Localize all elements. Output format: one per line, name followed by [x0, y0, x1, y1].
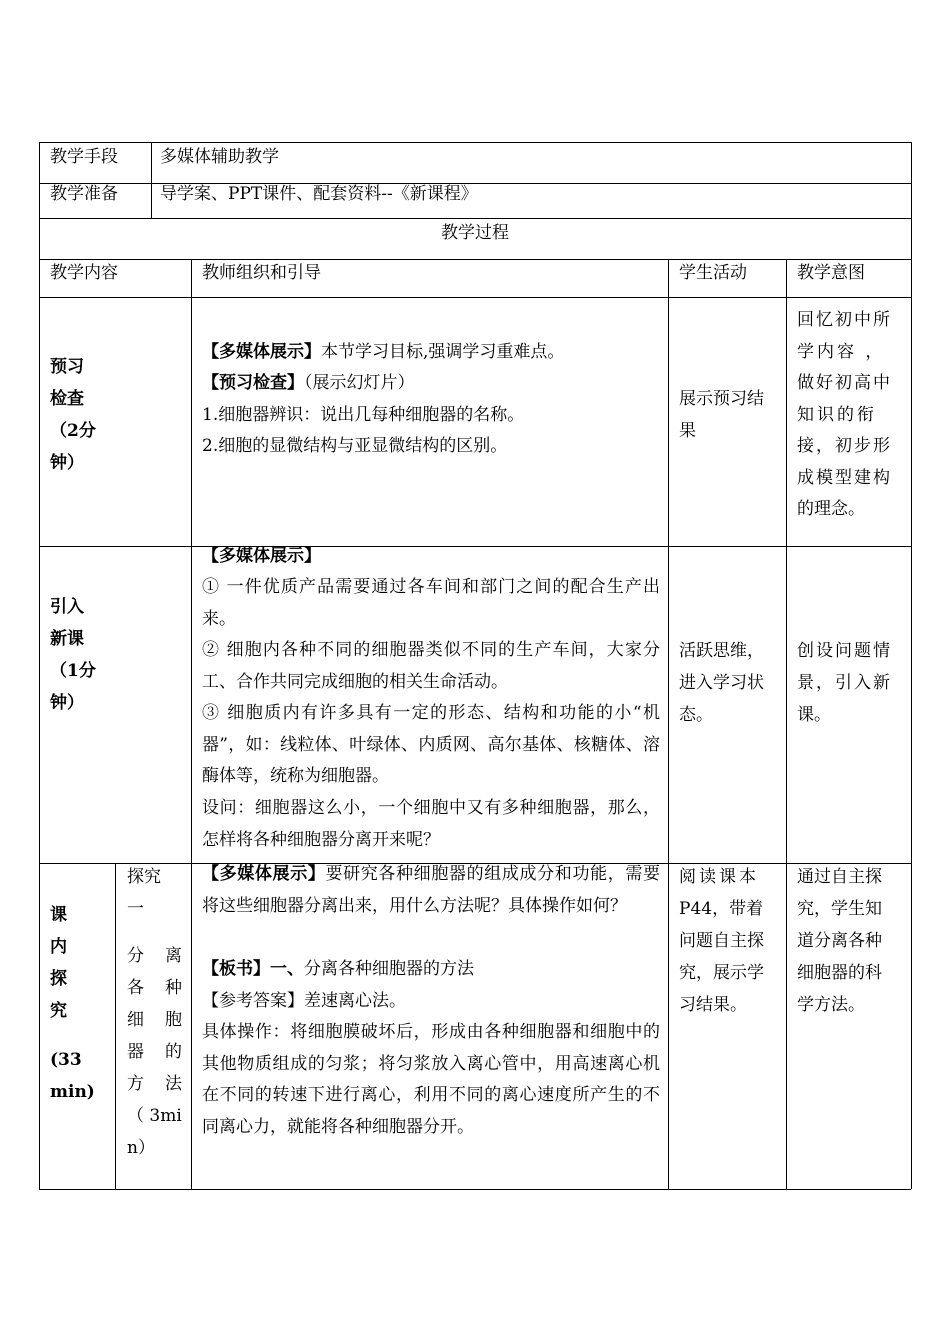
- sub-label-line: 一: [127, 899, 144, 919]
- section-label-line: 检查: [50, 389, 84, 409]
- intent-line: 细胞器的科: [797, 963, 882, 983]
- intent-line: 究，学生知: [797, 899, 882, 919]
- teacher-paragraph: 设问：细胞器这么小，一个细胞中又有多种细胞器，那么，怎样将各种细胞器分离开来呢？: [202, 798, 660, 850]
- student-line: 阅读课本: [679, 867, 759, 887]
- intent-line: 回忆初中所: [797, 310, 892, 330]
- intent-line: 通过自主探: [797, 867, 882, 887]
- teacher-paragraph: ③ 细胞质内有许多具有一定的形态、结构和功能的小“机器”，如：线粒体、叶绿体、内质网、高尔基体、核糖体、溶酶体等，统称为细胞器。: [202, 703, 660, 786]
- sub-label-line: [127, 1037, 183, 1068]
- section-label-line: 钟）: [50, 453, 84, 473]
- table-border-left: [39, 142, 40, 1189]
- section-label-line: 课: [50, 905, 67, 925]
- intent-line: 接，初步形: [797, 436, 892, 456]
- blackboard-heading: 一、: [270, 959, 304, 979]
- section-label-line: 引入: [50, 597, 84, 617]
- sub-char: 的: [165, 1042, 182, 1062]
- section-label-line: (33: [50, 1050, 82, 1070]
- table-rule: [39, 297, 911, 298]
- section-label-line: min): [50, 1082, 95, 1102]
- sub-char: 器: [127, 1042, 144, 1062]
- table-rule: [151, 142, 152, 218]
- teacher-text: 要研究各种细胞器的组成成分和功能，需要将这些细胞器分离出来，用什么方法呢？具体操作如何？: [202, 864, 661, 916]
- teacher-line: [202, 337, 564, 368]
- table-rule: [39, 546, 911, 547]
- student-line: 习结果。: [679, 995, 747, 1015]
- section-label-line: 预习: [50, 357, 84, 377]
- student-line: 究，展示学: [679, 963, 764, 983]
- tag-reference-answer: 【参考答案】: [202, 991, 304, 1011]
- section-label-line: 新课: [50, 629, 84, 649]
- sub-char: 种: [165, 978, 182, 998]
- section-label-line: 钟）: [50, 693, 84, 713]
- teacher-line: 2.细胞的显微结构与亚显微结构的区别。: [202, 436, 508, 456]
- table-rule: [115, 863, 116, 1189]
- teacher-line: [202, 986, 406, 1017]
- student-line: 进入学习状: [679, 673, 764, 693]
- sub-char: 离: [165, 946, 182, 966]
- intent-line: 的理念。: [797, 499, 865, 519]
- table-rule: [191, 259, 192, 1189]
- intent-line: 课。: [797, 705, 831, 725]
- sub-label-line: （ 3mi: [127, 1106, 182, 1126]
- table-rule: [668, 259, 669, 1189]
- col-header-teacher: 教师组织和引导: [202, 263, 321, 283]
- student-line: 活跃思维，: [679, 641, 764, 661]
- sub-char: 方: [127, 1074, 144, 1094]
- sub-label-line: [127, 941, 183, 972]
- student-line: 果: [679, 421, 696, 441]
- col-header-content: 教学内容: [50, 263, 118, 283]
- intent-line: 创设问题情: [797, 641, 892, 661]
- sub-char: 分: [127, 946, 144, 966]
- label-teaching-prep: 教学准备: [50, 184, 118, 204]
- tag-preview-check: 【预习检查】: [202, 373, 304, 393]
- sub-label-line: [127, 1005, 183, 1036]
- intent-line: 道分离各种: [797, 931, 882, 951]
- table-border-right: [911, 142, 912, 1189]
- intent-line: 学内容 ，: [797, 342, 886, 362]
- section-title-process: 教学过程: [441, 223, 509, 243]
- tag-multimedia: 【多媒体展示】: [202, 864, 326, 884]
- sub-label-line: [127, 1069, 183, 1100]
- tag-multimedia: 【多媒体展示】: [202, 342, 321, 362]
- teacher-text: 差速离心法。: [304, 991, 406, 1011]
- teacher-paragraph: 具体操作：将细胞膜破坏后，形成由各种细胞器和细胞中的其他物质组成的匀浆；将匀浆放入离心管中，用高速离心机在不同的转速下进行离心，利用不同的离心速度所产生的不同离心力，就能将各种细胞器分开。: [202, 1022, 660, 1137]
- student-line: 问题自主探: [679, 931, 764, 951]
- student-line: 态。: [679, 705, 713, 725]
- sub-char: 法: [165, 1074, 182, 1094]
- teacher-line: 1.细胞器辨识：说出几每种细胞器的名称。: [202, 405, 525, 425]
- teacher-text: （展示幻灯片）: [304, 373, 415, 393]
- teacher-line: [202, 368, 415, 399]
- intent-line: 成模型建构: [797, 468, 892, 488]
- col-header-student: 学生活动: [679, 263, 747, 283]
- teacher-paragraph: ① 一件优质产品需要通过各车间和部门之间的配合生产出来。: [202, 577, 660, 629]
- section-label-line: （1分: [50, 661, 96, 681]
- table-rule: [786, 259, 787, 1189]
- section-label-line: 究: [50, 1001, 67, 1021]
- section-label-line: 探: [50, 969, 67, 989]
- sub-char: 各: [127, 978, 144, 998]
- sub-char: 胞: [165, 1010, 182, 1030]
- table-rule: [39, 259, 911, 260]
- teacher-line: [202, 954, 474, 985]
- tag-blackboard: 【板书】: [202, 959, 270, 979]
- section-label-line: （2分: [50, 421, 96, 441]
- section-label-line: 内: [50, 937, 67, 957]
- intent-line: 景，引入新: [797, 673, 892, 693]
- intent-line: 做好初高中: [797, 373, 892, 393]
- sub-label-line: n）: [127, 1138, 155, 1158]
- sub-char: 细: [127, 1010, 144, 1030]
- teacher-paragraph: ② 细胞内各种不同的细胞器类似不同的生产车间，大家分工、合作共同完成细胞的相关生命活动。: [202, 640, 660, 692]
- sub-label-line: 探究: [127, 867, 161, 887]
- col-header-intent: 教学意图: [797, 263, 865, 283]
- table-border-bottom: [39, 1189, 911, 1190]
- value-teaching-means: 多媒体辅助教学: [160, 147, 279, 167]
- teacher-text: 分离各种细胞器的方法: [304, 959, 474, 979]
- teacher-paragraph: [202, 859, 660, 922]
- label-teaching-means: 教学手段: [50, 147, 118, 167]
- intent-line: 学方法。: [797, 995, 865, 1015]
- student-line: P44，带着: [679, 899, 764, 919]
- sub-label-line: [127, 973, 183, 1004]
- intent-line: 知识的衔: [797, 405, 877, 425]
- student-line: 展示预习结: [679, 389, 764, 409]
- value-teaching-prep: 导学案、PPT课件、配套资料--《新课程》: [160, 184, 478, 204]
- teacher-text: 本节学习目标,强调学习重难点。: [321, 342, 565, 362]
- tag-multimedia: 【多媒体展示】: [202, 546, 321, 566]
